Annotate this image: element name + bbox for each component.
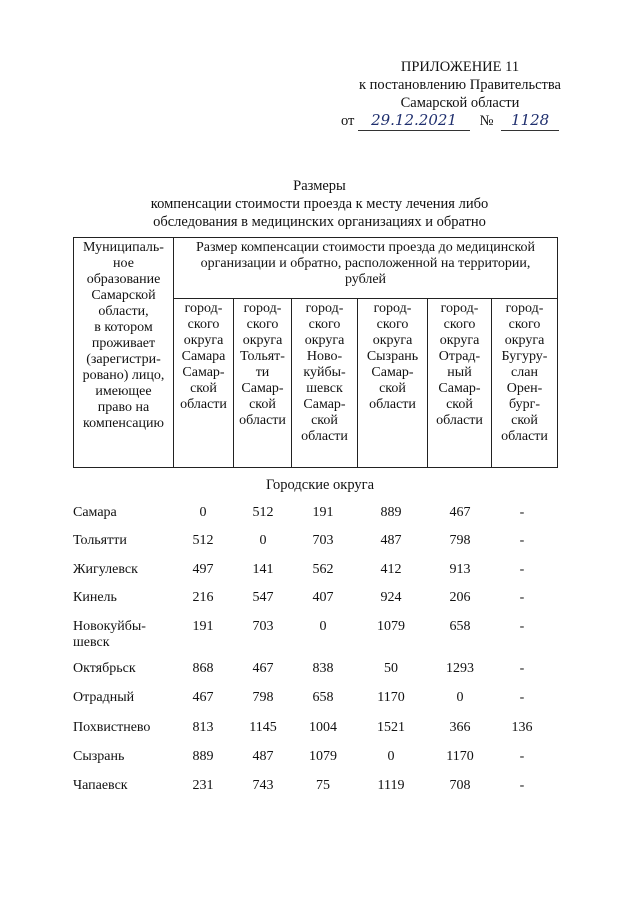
appendix-number: ПРИЛОЖЕНИЕ 11: [400, 59, 520, 75]
row-value: -: [519, 619, 525, 634]
row-value: 191: [312, 505, 334, 520]
row-value: -: [519, 562, 525, 577]
sub-header-syzran: город- ского округа Сызрань Самар- ской области: [358, 299, 428, 468]
row-value: -: [519, 661, 525, 676]
row-value: 798: [449, 533, 471, 548]
row-value: 658: [449, 619, 471, 634]
row-value: 0: [259, 533, 267, 548]
row-value: 141: [252, 562, 274, 577]
appendix-block: [330, 58, 590, 112]
row-municipality: Самара: [73, 505, 117, 520]
row-municipality: Чапаевск: [73, 778, 128, 793]
number-label: №: [479, 113, 494, 129]
row-value: 658: [312, 690, 334, 705]
row-value: 467: [192, 690, 214, 705]
row-value: 512: [192, 533, 214, 548]
row-value: 868: [192, 661, 214, 676]
row-value: 1521: [377, 720, 405, 735]
row-value: 512: [252, 505, 274, 520]
row-municipality: Кинель: [73, 590, 117, 605]
row-value: 562: [312, 562, 334, 577]
row-value: 0: [456, 690, 464, 705]
row-value: 216: [192, 590, 214, 605]
row-value: 1145: [249, 720, 277, 735]
row-value: 206: [449, 590, 471, 605]
row-value: 1079: [377, 619, 405, 634]
row-value: 1004: [309, 720, 337, 735]
from-label: от: [341, 113, 355, 129]
sub-header-tolyatti: город- ского округа Тольят- ти Самар- ской области: [234, 299, 292, 468]
handwritten-date: 29.12.2021: [358, 110, 470, 131]
row-value: -: [519, 590, 525, 605]
row-value: 1170: [377, 690, 405, 705]
row-value: -: [519, 778, 525, 793]
appendix-decree: к постановлению Правительства: [359, 77, 561, 93]
row-value: 743: [252, 778, 274, 793]
row-value: -: [519, 690, 525, 705]
row-municipality: Сызрань: [73, 749, 125, 764]
row-value: 467: [449, 505, 471, 520]
sub-header-buguruslan: город- ского округа Бугуру- слан Орен- бург- ской области: [492, 299, 558, 468]
row-value: 547: [252, 590, 274, 605]
row-value: 703: [312, 533, 334, 548]
row-value: 487: [252, 749, 274, 764]
row-municipality: Октябрьск: [73, 661, 136, 676]
row-value: 924: [380, 590, 402, 605]
row-value: 813: [192, 720, 214, 735]
row-value: 703: [252, 619, 274, 634]
sub-header-novokuybyshevsk: город- ского округа Ново- куйбы- шевск Самар- ской области: [292, 299, 358, 468]
row-value: 1079: [309, 749, 337, 764]
row-value: 487: [380, 533, 402, 548]
decree-date-row: [341, 110, 571, 131]
row-value: 50: [384, 661, 398, 676]
row-value: 798: [252, 690, 274, 705]
row-value: 497: [192, 562, 214, 577]
row-value: 366: [449, 720, 471, 735]
row-value: 1293: [446, 661, 474, 676]
row-municipality: Тольятти: [73, 533, 127, 548]
row-value: 191: [192, 619, 214, 634]
row-value: 1119: [377, 778, 405, 793]
row-value: 838: [312, 661, 334, 676]
row-municipality: Новокуйбы- шевск: [73, 619, 146, 650]
row-value: 889: [192, 749, 214, 764]
row-value: 75: [316, 778, 330, 793]
appendix-region: Самарской области: [400, 95, 520, 111]
row-value: 889: [380, 505, 402, 520]
row-municipality: Жигулевск: [73, 562, 138, 577]
sub-header-otradny: город- ского округа Отрад- ный Самар- ской области: [428, 299, 492, 468]
document-title: [100, 177, 539, 231]
row-value: -: [519, 749, 525, 764]
row-value: 0: [319, 619, 327, 634]
section-title: Городские округа: [265, 477, 375, 493]
row-value: 0: [387, 749, 395, 764]
compensation-table-header: [73, 237, 558, 468]
row-value: 1170: [446, 749, 474, 764]
row-value: 467: [252, 661, 274, 676]
row-value: 231: [192, 778, 214, 793]
row-municipality: Похвистнево: [73, 720, 151, 735]
handwritten-number: 1128: [501, 110, 559, 131]
title-line-2: компенсации стоимости проезда к месту лечения либо: [150, 196, 489, 212]
title-line-3: обследования в медицинских организациях и обратно: [153, 214, 486, 230]
row-municipality: Отрадный: [73, 690, 135, 705]
title-line-1: Размеры: [293, 178, 346, 194]
row-value: 0: [199, 505, 207, 520]
row-value: -: [519, 533, 525, 548]
row-value: 412: [380, 562, 402, 577]
municipality-header: Муниципаль- ное образование Самарской области, в котором проживает (зарегистри- ровано) лицо, имеющее право на компенсацию: [74, 238, 174, 468]
row-value: -: [519, 505, 525, 520]
group-header: Размер компенсации стоимости проезда до медицинской организации и обратно, расположенной на территории, рублей: [174, 238, 558, 299]
row-value: 136: [511, 720, 533, 735]
row-value: 913: [449, 562, 471, 577]
row-value: 407: [312, 590, 334, 605]
sub-header-samara: город- ского округа Самара Самар- ской области: [174, 299, 234, 468]
row-value: 708: [449, 778, 471, 793]
